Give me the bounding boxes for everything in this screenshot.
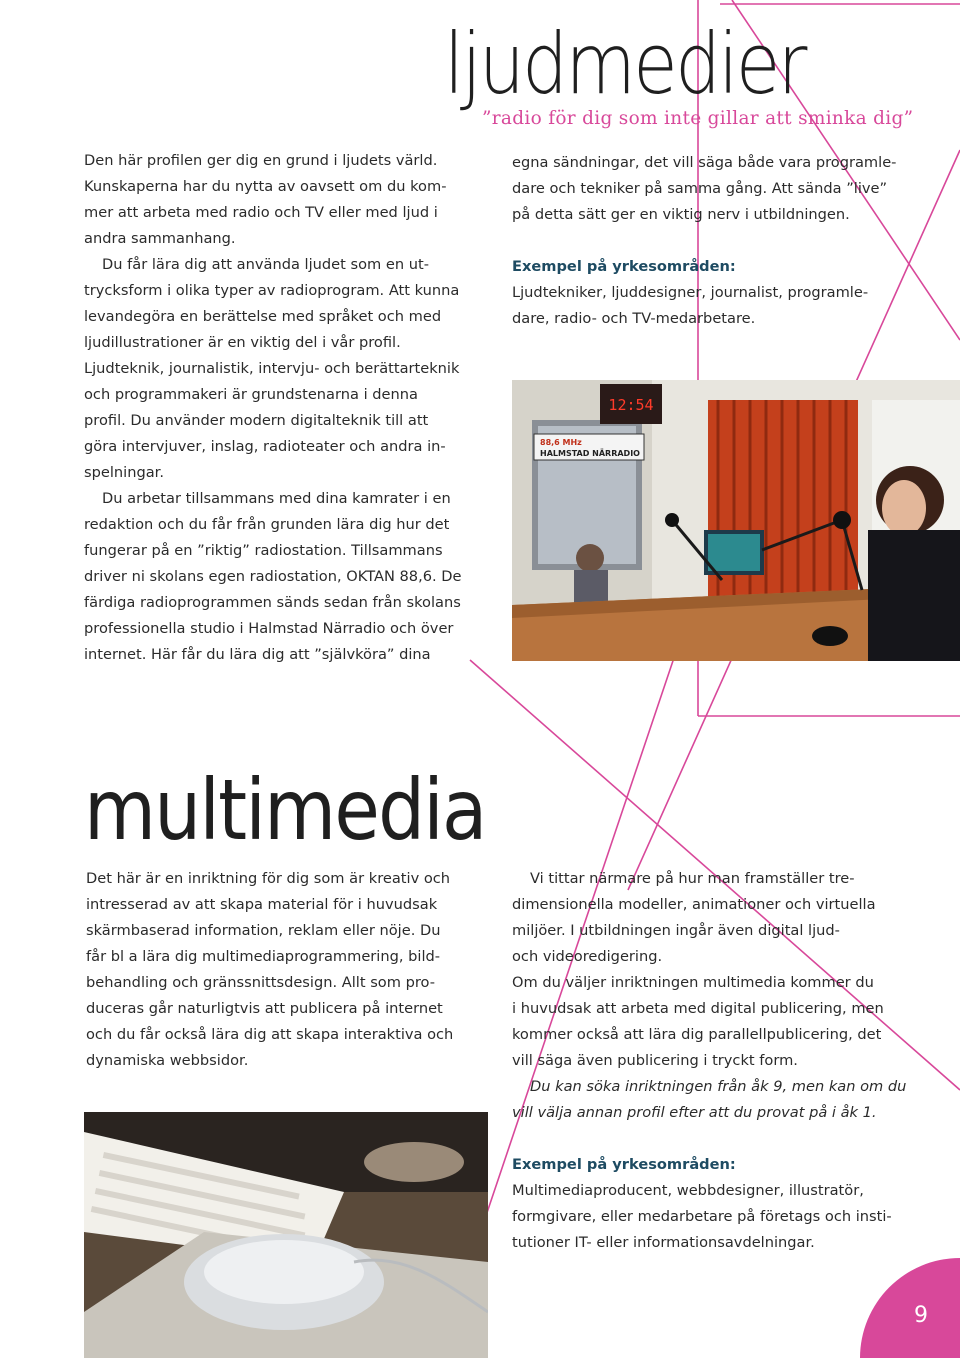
spacer	[512, 228, 932, 254]
text-line: Om du väljer inriktningen multimedia kommer du	[512, 974, 874, 991]
text-line: dynamiska webbsidor.	[86, 1052, 249, 1069]
text-line: Det här är en inriktning för dig som är kreativ och	[86, 870, 451, 887]
note-line: Du kan söka inriktningen från åk 9, men kan om du	[530, 1078, 907, 1095]
text-line: ljudillustrationer är en viktig del i vår profil.	[84, 334, 401, 351]
examples-heading: Exempel på yrkesområden:	[512, 258, 736, 275]
radio-studio-photo	[512, 380, 960, 661]
text-line: får bl a lära dig multimediaprogrammering, bild-	[86, 948, 441, 965]
text-line: dare, radio- och TV-medarbetare.	[512, 310, 756, 327]
text-line: Kunskaperna har du nytta av oavsett om du kom-	[84, 178, 447, 195]
keyboard-mouse-photo	[84, 1112, 488, 1358]
text-line: vill säga även publicering i tryckt form.	[512, 1052, 798, 1069]
radio-studio-illustration	[512, 380, 960, 661]
multimedia-column-1	[86, 866, 490, 1074]
text-line: färdiga radioprogrammen sänds sedan från skolans	[84, 594, 461, 611]
text-line: göra intervjuver, inslag, radioteater och andra in-	[84, 438, 446, 455]
text-line: fungerar på en ”riktig” radiostation. Tillsammans	[84, 542, 443, 559]
page-number-badge	[860, 1258, 960, 1358]
ljudmedier-column-2	[512, 150, 932, 332]
text-line: miljöer. I utbildningen ingår även digital ljud-	[512, 922, 840, 939]
section-title-multimedia: multimedia	[84, 761, 486, 859]
text-line: driver ni skolans egen radiostation, OKTAN 88,6. De	[84, 568, 462, 585]
examples-heading: Exempel på yrkesområden:	[512, 1156, 736, 1173]
text-line: mer att arbeta med radio och TV eller med ljud i	[84, 204, 438, 221]
sign-station: HALMSTAD NÄRRADIO	[540, 449, 640, 458]
note-line: vill välja annan profil efter att du provat på i åk 1.	[512, 1104, 877, 1121]
keyboard-mouse-illustration	[84, 1112, 488, 1358]
text-line: dare och tekniker på samma gång. Att sända ”live”	[512, 180, 888, 197]
section-title-ljudmedier: ljudmedier	[444, 15, 805, 113]
text-line: spelningar.	[84, 464, 164, 481]
text-line: trycksform i olika typer av radioprogram. Att kunna	[84, 282, 460, 299]
text-line: Den här profilen ger dig en grund i ljudets värld.	[84, 152, 438, 169]
page-number: 9	[914, 1303, 928, 1328]
clock-readout: 12:54	[608, 396, 654, 414]
text-line: professionella studio i Halmstad Närradio och över	[84, 620, 454, 637]
text-line: internet. Här får du lära dig att ”självköra” dina	[84, 646, 431, 663]
text-line: Vi tittar närmare på hur man framställer tre-	[530, 870, 855, 887]
text-line: behandling och gränssnittsdesign. Allt som pro-	[86, 974, 436, 991]
text-line: egna sändningar, det vill säga både vara programle-	[512, 154, 897, 171]
text-line: Multimediaproducent, webbdesigner, illustratör,	[512, 1182, 864, 1199]
text-line: skärmbaserad information, reklam eller nöje. Du	[86, 922, 441, 939]
text-line: Ljudtekniker, ljuddesigner, journalist, programle-	[512, 284, 869, 301]
text-line: dimensionella modeller, animationer och virtuella	[512, 896, 876, 913]
text-line: tutioner IT- eller informationsavdelningar.	[512, 1234, 815, 1251]
text-line: och videoredigering.	[512, 948, 663, 965]
text-line: intresserad av att skapa material för i huvudsak	[86, 896, 438, 913]
text-line: andra sammanhang.	[84, 230, 236, 247]
multimedia-column-2	[512, 866, 932, 1256]
section-subtitle-ljudmedier: ”radio för dig som inte gillar att sminka dig”	[482, 108, 914, 129]
text-line: på detta sätt ger en viktig nerv i utbildningen.	[512, 206, 850, 223]
text-line: i huvudsak att arbeta med digital publicering, men	[512, 1000, 884, 1017]
text-line: Du arbetar tillsammans med dina kamrater i en	[102, 490, 451, 507]
text-line: formgivare, eller medarbetare på företags och insti-	[512, 1208, 892, 1225]
text-line: Ljudteknik, journalistik, intervju- och berättarteknik	[84, 360, 460, 377]
text-line: och programmakeri är grundstenarna i denna	[84, 386, 418, 403]
sign-frequency: 88,6 MHz	[540, 438, 582, 447]
text-line: redaktion och du får från grunden lära dig hur det	[84, 516, 450, 533]
text-line: duceras går naturligtvis att publicera på internet	[86, 1000, 443, 1017]
text-line: profil. Du använder modern digitalteknik till att	[84, 412, 429, 429]
ljudmedier-column-1	[84, 148, 484, 668]
spacer	[512, 1126, 932, 1152]
text-line: och du får också lära dig att skapa interaktiva och	[86, 1026, 454, 1043]
text-line: Du får lära dig att använda ljudet som en ut-	[102, 256, 429, 273]
text-line: kommer också att lära dig parallellpublicering, det	[512, 1026, 882, 1043]
text-line: levandegöra en berättelse med språket och med	[84, 308, 442, 325]
